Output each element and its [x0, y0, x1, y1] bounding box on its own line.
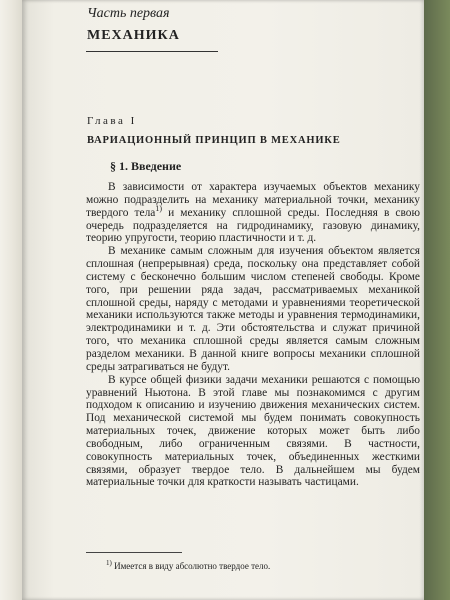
part-divider — [86, 51, 218, 52]
paragraph-2: В механике самым сложным для изучения объектом является сплошная (непрерывная) среда, поскольку она представляет собой систему с бесконечно большим числом степеней свободы. Кроме того, при решении ряда задач, рассматриваемых механикой сплошной среды, наряду с методами и уравнениями теоретической механики используются также методы и уравнения термодинамики, электродинамики и т. д. Эти обстоятельства и служат причиной того, что механика сплошной среды является самым сложным разделом механики. В данной книге вопросы механики сплошной среды затрагиваться не будут. — [86, 245, 420, 373]
book-page — [22, 0, 424, 600]
paragraph-1-text-b: и механику сплошной среды. Последняя в свою очередь подразделяется на гидродинамику, газовую динамику, теорию упругости, теорию пластичности и т. д. — [86, 206, 420, 245]
part-label: Часть первая — [87, 6, 170, 21]
section-heading: § 1. Введение — [110, 159, 182, 173]
footnote-divider — [86, 552, 182, 553]
footnote — [106, 561, 270, 571]
background-surface — [424, 0, 450, 600]
paragraph-3: В курсе общей физики задачи механики решаются с помощью уравнений Ньютона. В этой главе мы познакомимся с другим подходом к описанию и изучению движения механических систем. Под механической системой мы будем понимать совокупность материальных точек, движение которых может быть либо свободным, либо ограниченным связями. В частности, совокупность материальных точек, объединенных жесткими связями, образует твердое тело. В дальнейшем мы будем материальные точки для краткости называть частицами. — [86, 373, 420, 489]
chapter-label: Глава I — [87, 115, 137, 127]
paragraph-1 — [86, 181, 420, 245]
paragraph-1-text-a: В зависимости от характера изучаемых объектов механику можно подразделить на механику материальной точки, механику твердого тела — [86, 181, 420, 219]
footnote-reference: 1) — [155, 203, 162, 213]
footnote-mark: 1) — [106, 559, 112, 567]
footnote-text: Имеется в виду абсолютно твердое тело. — [111, 561, 271, 571]
body-text — [86, 181, 420, 489]
part-title: МЕХАНИКА — [87, 28, 180, 43]
chapter-title: ВАРИАЦИОННЫЙ ПРИНЦИП В МЕХАНИКЕ — [87, 135, 341, 146]
